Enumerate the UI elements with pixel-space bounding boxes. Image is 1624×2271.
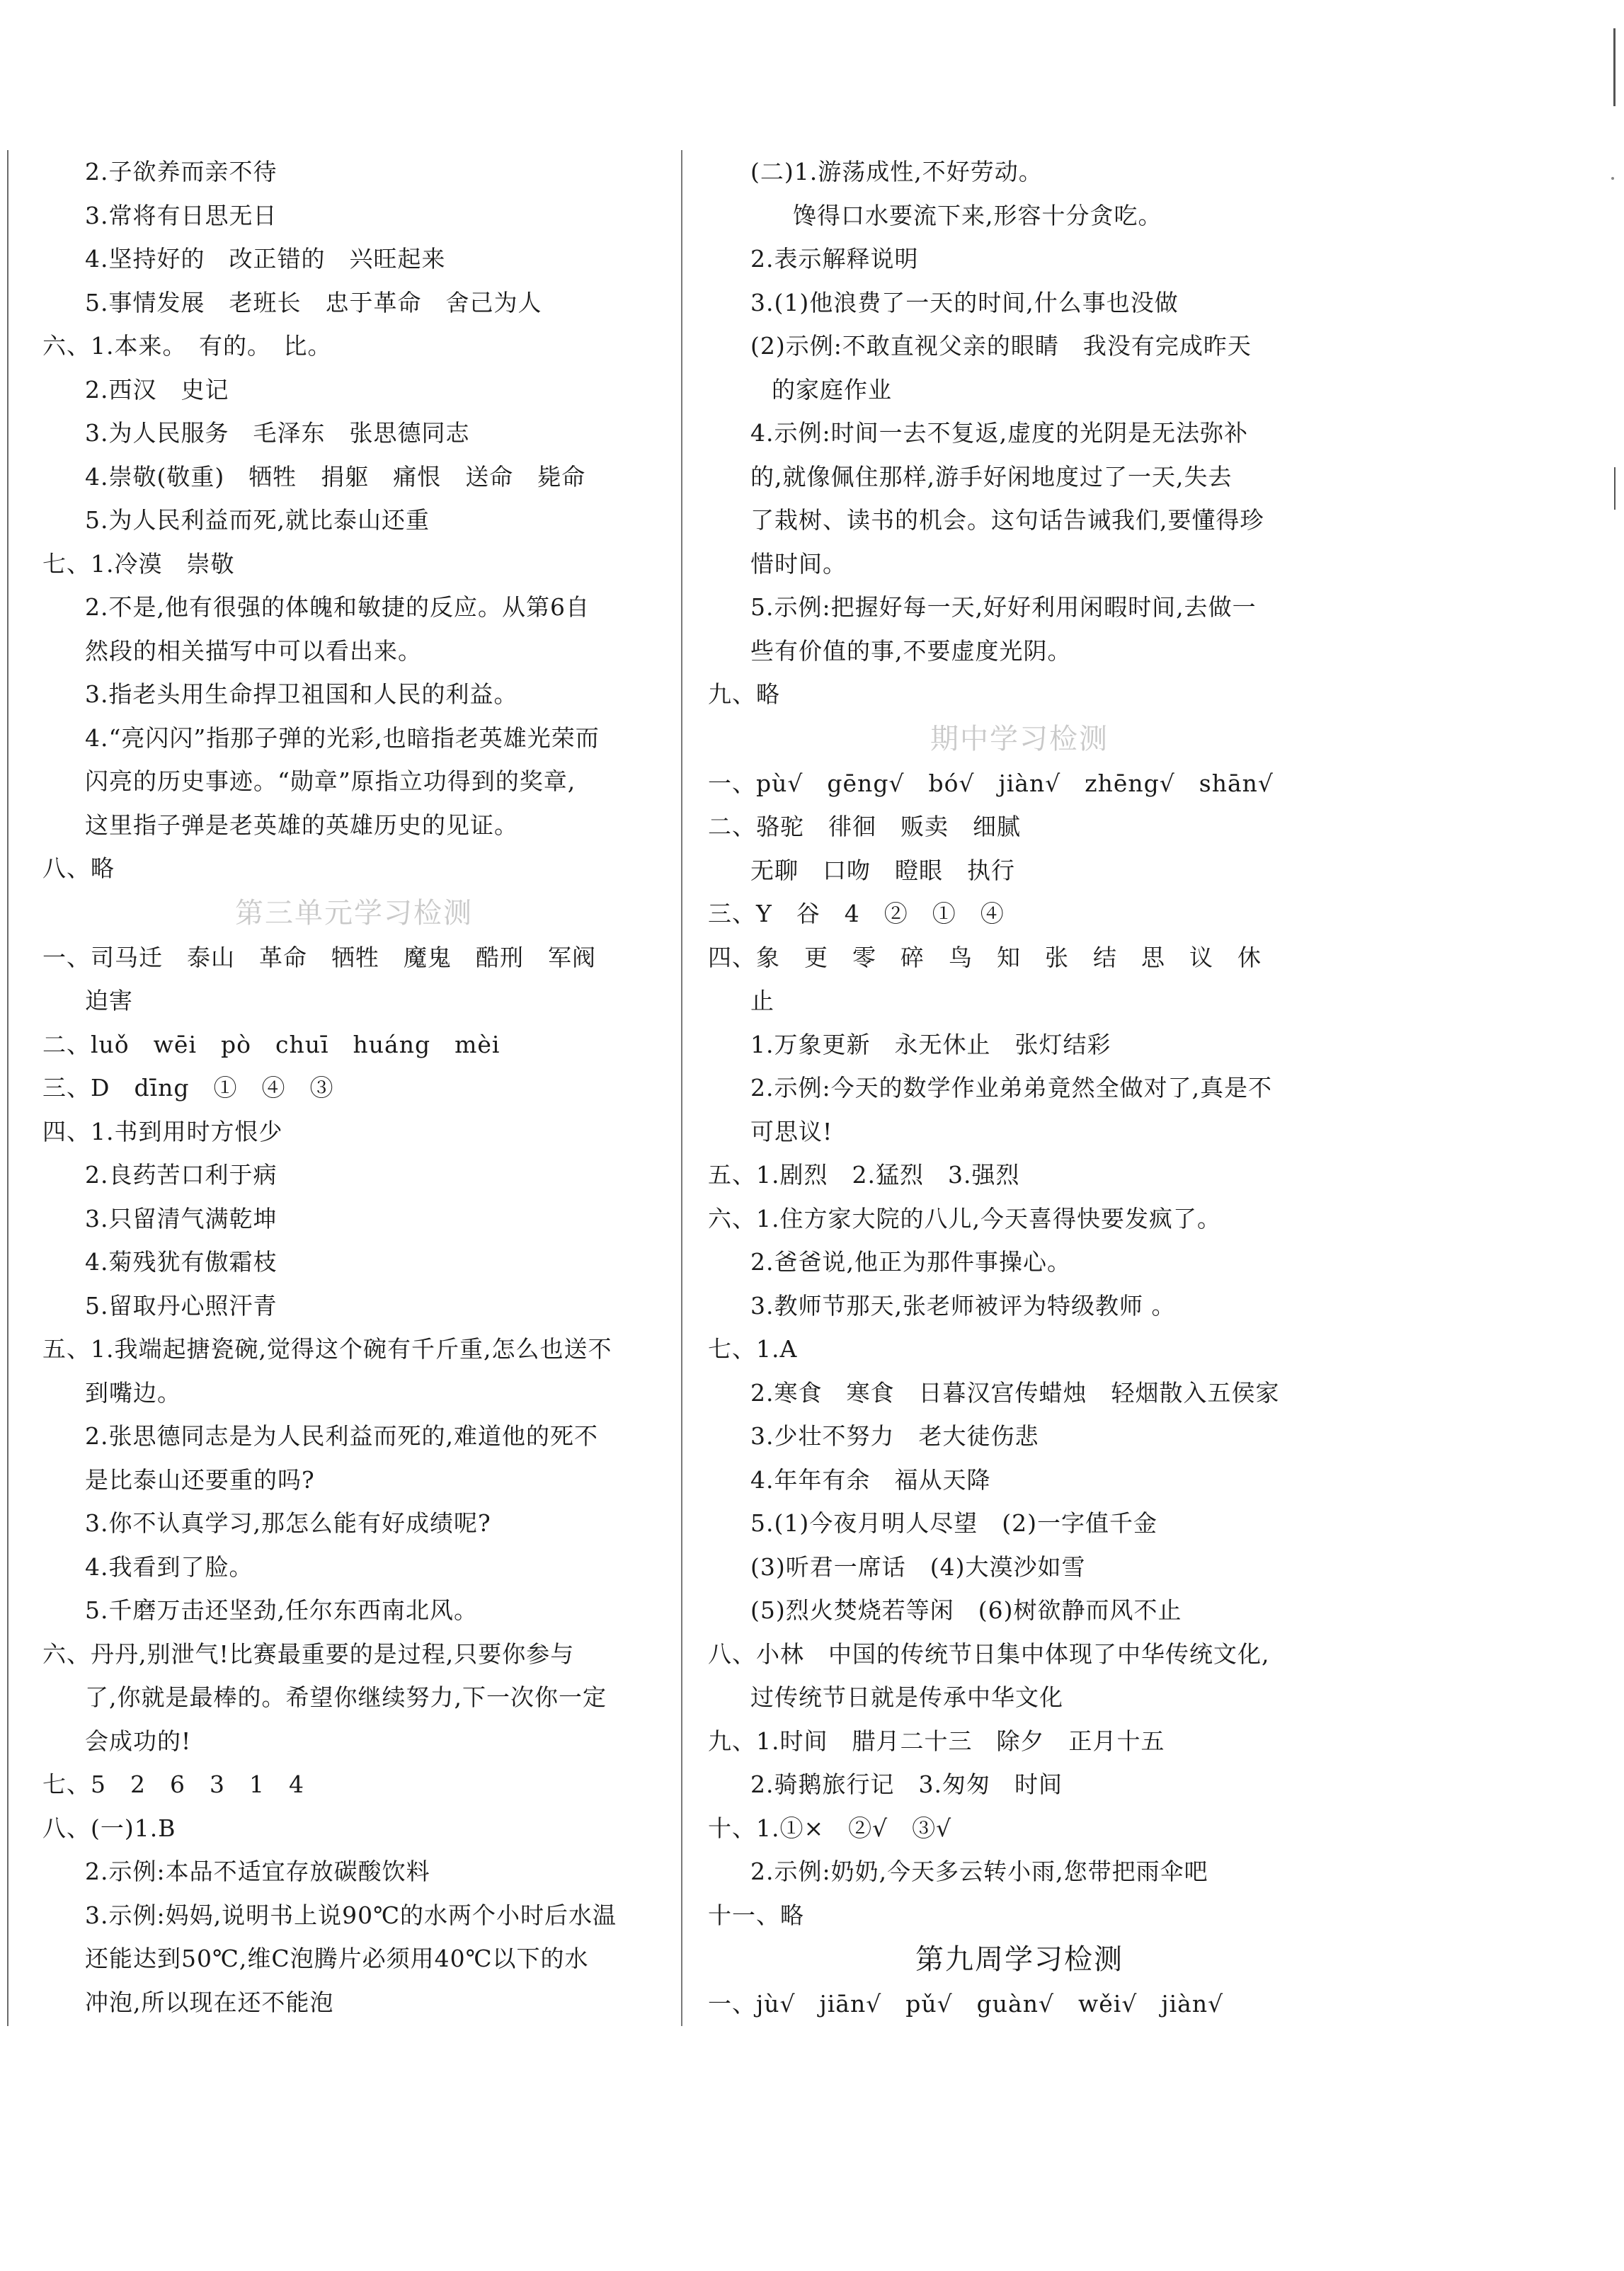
answer-line: 还能达到50℃,维C泡腾片必须用40℃以下的水 bbox=[85, 1945, 589, 1972]
answer-line: 一、司马迁 泰山 革命 牺牲 魔鬼 酷刑 军阀 bbox=[42, 943, 596, 971]
answer-line: 是比泰山还要重的吗? bbox=[85, 1465, 315, 1494]
answer-line: 八、略 bbox=[42, 854, 115, 882]
answer-line: 九、略 bbox=[708, 680, 780, 708]
answer-line: 二、骆驼 徘徊 贩卖 细腻 bbox=[708, 813, 1021, 840]
answer-line: 五、1.剧烈 2.猛烈 3.强烈 bbox=[708, 1161, 1020, 1189]
answer-line: 可思议! bbox=[750, 1117, 833, 1145]
answer-line: 十一、略 bbox=[708, 1901, 804, 1929]
answer-line: 三、Y 谷 4 ② ① ④ bbox=[708, 900, 1005, 927]
answer-line: 七、1.A bbox=[708, 1335, 798, 1363]
answer-line: 2.示例:今天的数学作业弟弟竟然全做对了,真是不 bbox=[750, 1074, 1273, 1102]
answer-line: 止 bbox=[750, 987, 774, 1014]
answer-line: 七、5 2 6 3 1 4 bbox=[42, 1771, 304, 1798]
answer-line: 2.爸爸说,他正为那件事操心。 bbox=[750, 1248, 1071, 1276]
answer-line: 4.示例:时间一去不复返,虚度的光阴是无法弥补 bbox=[750, 419, 1249, 447]
scan-dot bbox=[1611, 177, 1614, 180]
left-column bbox=[42, 150, 665, 2024]
answer-line: 5.事情发展 老班长 忠于革命 舍己为人 bbox=[85, 288, 542, 316]
answer-line: 无聊 口吻 瞪眼 执行 bbox=[750, 856, 1015, 884]
answer-line: 5.千磨万击还坚劲,任尔东西南北风。 bbox=[85, 1596, 478, 1624]
answer-line: 了栽树、读书的机会。这句话告诫我们,要懂得珍 bbox=[750, 506, 1264, 534]
answer-line: 2.良药苦口利于病 bbox=[85, 1161, 278, 1189]
answer-line: 四、象 更 零 碎 鸟 知 张 结 思 议 休 bbox=[708, 943, 1262, 971]
answer-line: 3.指老头用生命捍卫祖国和人民的利益。 bbox=[85, 680, 518, 708]
answer-line: 3.你不认真学习,那怎么能有好成绩呢? bbox=[85, 1509, 491, 1537]
answer-line: 然段的相关描写中可以看出来。 bbox=[85, 636, 422, 665]
answer-line: 五、1.我端起搪瓷碗,觉得这个碗有千斤重,怎么也送不 bbox=[42, 1335, 612, 1363]
answer-line: 八、(一)1.B bbox=[42, 1814, 176, 1842]
answer-line: 过传统节日就是传承中华文化 bbox=[750, 1683, 1063, 1711]
answer-line: (2)示例:不敢直视父亲的眼睛 我没有完成昨天 bbox=[750, 332, 1252, 360]
answer-line: 闪亮的历史事迹。“勋章”原指立功得到的奖章, bbox=[85, 767, 576, 795]
answer-line: 4.我看到了脸。 bbox=[85, 1552, 253, 1581]
answer-line: 2.表示解释说明 bbox=[750, 245, 919, 273]
scan-edge-mark bbox=[1614, 467, 1616, 510]
answer-line: 六、1.住方家大院的八儿,今天喜得快要发疯了。 bbox=[708, 1204, 1221, 1232]
answer-line: 4.坚持好的 改正错的 兴旺起来 bbox=[85, 245, 446, 273]
answer-line: 2.张思德同志是为人民利益而死的,难道他的死不 bbox=[85, 1422, 598, 1450]
answer-line: 十、1.①× ②√ ③√ bbox=[708, 1814, 952, 1842]
answer-line: 八、小林 中国的传统节日集中体现了中华传统文化, bbox=[708, 1640, 1270, 1668]
answer-line: 到嘴边。 bbox=[85, 1378, 181, 1407]
answer-line: (5)烈火焚烧若等闲 (6)树欲静而风不止 bbox=[750, 1596, 1182, 1624]
answer-line: 4.“亮闪闪”指那子弹的光彩,也暗指老英雄光荣而 bbox=[85, 723, 600, 752]
answer-line: 3.少壮不努力 老大徒伤悲 bbox=[750, 1422, 1039, 1450]
answer-line: 九、1.时间 腊月二十三 除夕 正月十五 bbox=[708, 1727, 1165, 1755]
answer-line: 3.只留清气满乾坤 bbox=[85, 1204, 278, 1232]
answer-line: 5.示例:把握好每一天,好好利用闲暇时间,去做一 bbox=[750, 593, 1257, 621]
answer-line: 3.示例:妈妈,说明书上说90℃的水两个小时后水温 bbox=[85, 1901, 617, 1929]
answer-line: 2.骑鹅旅行记 3.匆匆 时间 bbox=[750, 1771, 1063, 1798]
answer-line: 4.崇敬(敬重) 牺牲 捐躯 痛恨 送命 毙命 bbox=[85, 462, 586, 491]
answer-line: 的家庭作业 bbox=[772, 375, 892, 404]
answer-line: 3.为人民服务 毛泽东 张思德同志 bbox=[85, 419, 470, 447]
answer-line: 惜时间。 bbox=[750, 549, 847, 578]
right-column bbox=[708, 150, 1331, 2026]
scan-edge-mark bbox=[1613, 28, 1616, 106]
answer-line: 迫害 bbox=[85, 987, 133, 1014]
answer-line: 会成功的! bbox=[85, 1727, 192, 1755]
section-heading: 期中学习检测 bbox=[930, 722, 1109, 755]
answer-line: 三、D dīng ① ④ ③ bbox=[42, 1074, 334, 1102]
column-divider bbox=[681, 150, 682, 2026]
answer-line: 5.(1)今夜月明人尽望 (2)一字值千金 bbox=[750, 1509, 1157, 1537]
answer-line: 四、1.书到用时方恨少 bbox=[42, 1117, 283, 1145]
answer-line: 5.留取丹心照汗青 bbox=[85, 1291, 278, 1320]
section-heading: 第九周学习检测 bbox=[915, 1943, 1123, 1976]
answer-line: 六、1.本来。 有的。 比。 bbox=[42, 332, 332, 360]
answer-line: 2.示例:奶奶,今天多云转小雨,您带把雨伞吧 bbox=[750, 1858, 1208, 1885]
answer-line: 2.西汉 史记 bbox=[85, 375, 229, 404]
left-margin-rule bbox=[7, 150, 8, 2026]
answer-line: 3.教师节那天,张老师被评为特级教师 。 bbox=[750, 1291, 1176, 1320]
answer-line: 七、1.冷漠 崇敬 bbox=[42, 549, 235, 578]
answer-line: 的,就像佩住那样,游手好闲地度过了一天,失去 bbox=[750, 462, 1233, 491]
answer-line: 4.菊残犹有傲霜枝 bbox=[85, 1248, 278, 1276]
answer-line: (3)听君一席话 (4)大漠沙如雪 bbox=[750, 1552, 1086, 1581]
answer-line: 冲泡,所以现在还不能泡 bbox=[85, 1988, 334, 2016]
answer-line: 4.年年有余 福从天降 bbox=[750, 1465, 991, 1494]
answer-line: 六、丹丹,别泄气!比赛最重要的是过程,只要你参与 bbox=[42, 1640, 575, 1668]
answer-line: (二)1.游荡成性,不好劳动。 bbox=[750, 158, 1043, 185]
answer-line: 些有价值的事,不要虚度光阴。 bbox=[750, 636, 1072, 665]
answer-line: 2.示例:本品不适宜存放碳酸饮料 bbox=[85, 1858, 430, 1885]
answer-line: 3.常将有日思无日 bbox=[85, 201, 278, 229]
answer-line: 二、luǒ wēi pò chuī huáng mèi bbox=[42, 1030, 501, 1058]
answer-line: 3.(1)他浪费了一天的时间,什么事也没做 bbox=[750, 288, 1179, 316]
answer-line: 5.为人民利益而死,就比泰山还重 bbox=[85, 506, 430, 534]
answer-line: 一、pù√ gēng√ bó√ jiàn√ zhēng√ shān√ bbox=[708, 769, 1274, 797]
answer-line: 馋得口水要流下来,形容十分贪吃。 bbox=[793, 201, 1162, 229]
answer-line: 这里指子弹是老英雄的英雄历史的见证。 bbox=[85, 811, 518, 839]
answer-line: 2.寒食 寒食 日暮汉宫传蜡烛 轻烟散入五侯家 bbox=[750, 1378, 1280, 1407]
answer-line: 了,你就是最棒的。希望你继续努力,下一次你一定 bbox=[85, 1683, 607, 1711]
answer-line: 1.万象更新 永无休止 张灯结彩 bbox=[750, 1030, 1111, 1058]
answer-line: 一、jù√ jiān√ pǔ√ guàn√ wěi√ jiàn√ bbox=[708, 1990, 1224, 2018]
section-heading: 第三单元学习检测 bbox=[235, 896, 473, 929]
answer-line: 2.子欲养而亲不待 bbox=[85, 158, 278, 185]
answer-line: 2.不是,他有很强的体魄和敏捷的反应。从第6自 bbox=[85, 593, 590, 621]
